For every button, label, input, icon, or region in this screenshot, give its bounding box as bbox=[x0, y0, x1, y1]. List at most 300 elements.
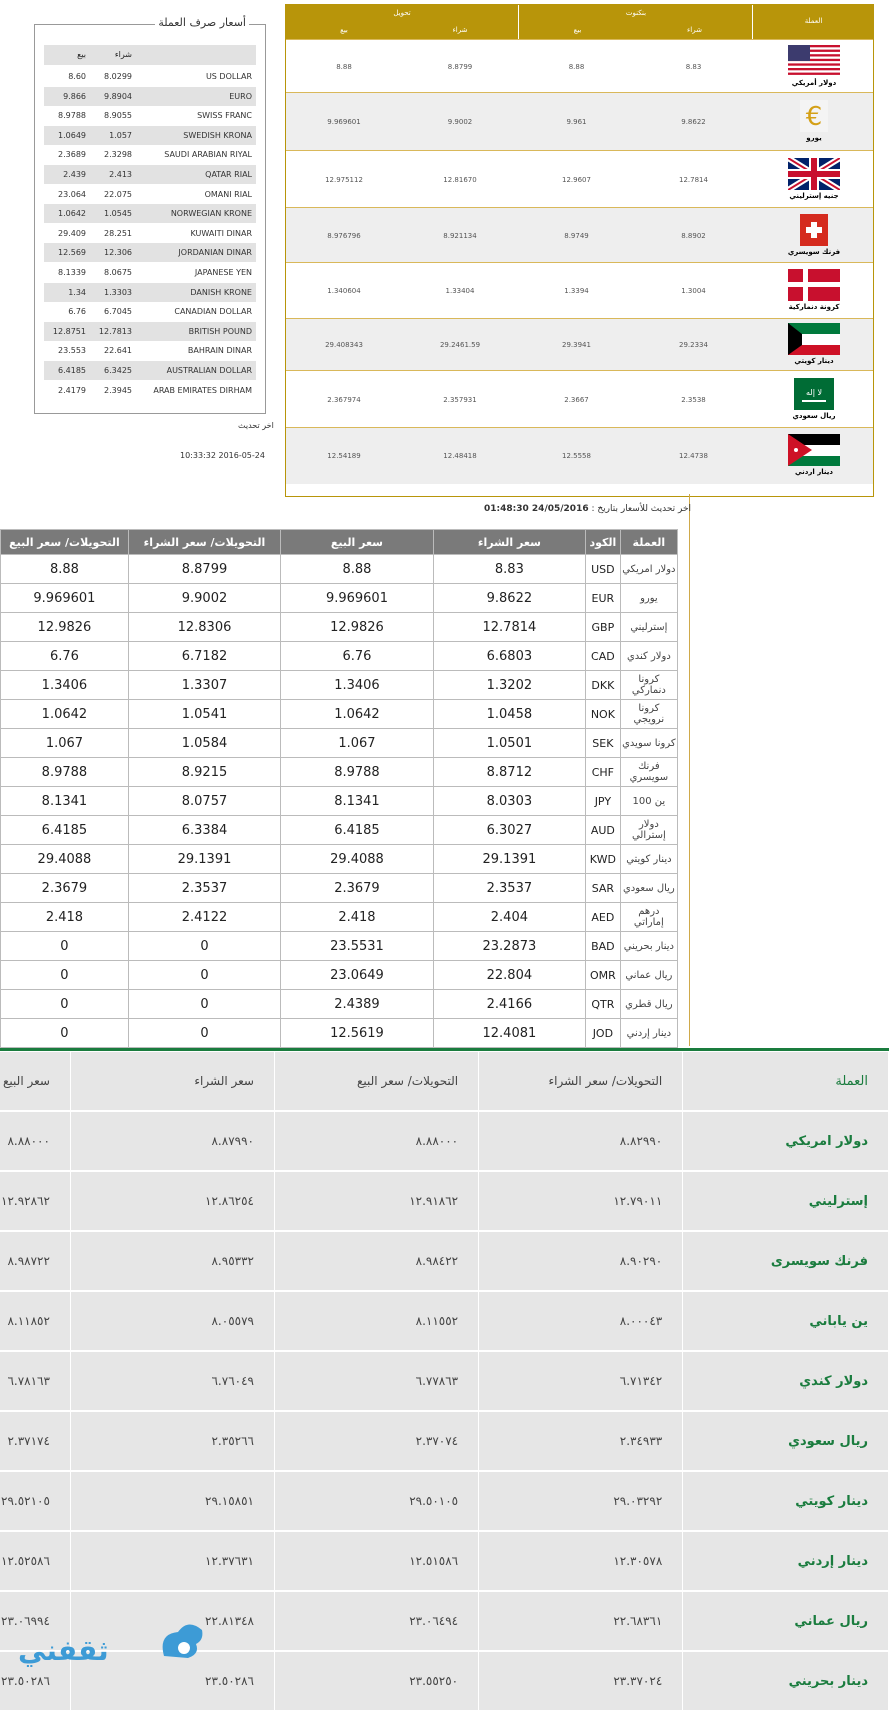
currency-code: GBP bbox=[586, 613, 621, 642]
exchange-row bbox=[44, 204, 256, 223]
bank-sell: ٦.٧٨١٦٣ bbox=[0, 1351, 70, 1411]
exchange-row bbox=[44, 106, 256, 125]
col-sell: سعر البيع bbox=[281, 530, 434, 555]
bank-currency-name: دولار امريكي bbox=[683, 1111, 889, 1171]
exchange-row bbox=[44, 263, 256, 282]
row-currency: EURO bbox=[229, 91, 252, 101]
currency-code: DKK bbox=[586, 671, 621, 700]
bank-transfer-buy: ٢٢.٦٨٣٦١ bbox=[479, 1591, 683, 1651]
buy-price: 22.804 bbox=[433, 961, 585, 990]
logo-text: ثقفني bbox=[18, 1634, 109, 1667]
row-currency: SAUDI ARABIAN RIYAL bbox=[164, 150, 252, 160]
rates-row bbox=[1, 845, 678, 874]
bank-col-transfer-buy: التحويلات/ سعر الشراء bbox=[479, 1052, 683, 1111]
bank-transfer-buy: ٢٩.٠٣٢٩٢ bbox=[479, 1471, 683, 1531]
transfer-sell: 9.969601 bbox=[327, 118, 361, 126]
rates-row bbox=[1, 874, 678, 903]
transfer-buy: 1.0584 bbox=[128, 729, 280, 758]
row-sell: 2.439 bbox=[63, 170, 86, 179]
transfer-sell: 9.969601 bbox=[1, 584, 129, 613]
buy-price: 6.6803 bbox=[433, 642, 585, 671]
bank-transfer-sell: ٢٣.٠٦٤٩٤ bbox=[274, 1591, 478, 1651]
bank-transfer-sell: ١٢.٥١٥٨٦ bbox=[274, 1531, 478, 1591]
bank-currency-name: دينار كويتي bbox=[683, 1471, 889, 1531]
bank-transfer-sell: ٨.٨٨٠٠٠ bbox=[274, 1111, 478, 1171]
gold-row-currency: ريال سعودي bbox=[792, 412, 836, 420]
last-update-value: 10:33:32 2016-05-24 bbox=[180, 451, 265, 460]
gold-table-header bbox=[286, 5, 873, 39]
bank-sell: ٨.٨٨٠٠٠ bbox=[0, 1111, 70, 1171]
group-transfers: تحويل بيع شراء bbox=[340, 9, 468, 34]
bank-currency-name: ريال عماني bbox=[683, 1591, 889, 1651]
bank-row bbox=[0, 1291, 889, 1351]
exchange-row bbox=[44, 302, 256, 321]
row-sell: 8.60 bbox=[68, 72, 86, 81]
transfer-buy: 6.3384 bbox=[128, 816, 280, 845]
rates-row bbox=[1, 758, 678, 787]
transfer-buy: 1.0541 bbox=[128, 700, 280, 729]
row-currency: AUSTRALIAN DOLLAR bbox=[166, 366, 252, 375]
transfer-sell: 8.9788 bbox=[1, 758, 129, 787]
rates-row bbox=[1, 816, 678, 845]
us-flag bbox=[788, 45, 840, 77]
currency-name: ريال سعودي bbox=[620, 874, 677, 903]
bank-transfer-buy: ١٢.٣٠٥٧٨ bbox=[479, 1531, 683, 1591]
bank-transfer-sell: ٢٩.٥٠١٠٥ bbox=[274, 1471, 478, 1531]
bank-row bbox=[0, 1531, 889, 1591]
buy-price: 29.1391 bbox=[433, 845, 585, 874]
sell-price: 1.067 bbox=[281, 729, 434, 758]
transfer-buy: 9.9002 bbox=[447, 118, 473, 126]
bank-buy: ٨.٩٥٣٣٢ bbox=[70, 1231, 274, 1291]
buy-price: 1.0501 bbox=[433, 729, 585, 758]
bank-currency-name: دينار إردني bbox=[683, 1531, 889, 1591]
bank-row bbox=[0, 1411, 889, 1471]
gold-row bbox=[286, 150, 873, 208]
row-currency: SWEDISH KRONA bbox=[183, 130, 252, 140]
currency-name: ين 100 bbox=[620, 787, 677, 816]
row-buy: 2.413 bbox=[109, 170, 132, 179]
bank-buy: ٢٣.٥٠٢٨٦ bbox=[70, 1651, 274, 1711]
row-sell: 9.866 bbox=[63, 91, 86, 101]
bank-col-buy: سعر الشراء bbox=[70, 1052, 274, 1111]
rates-row bbox=[1, 642, 678, 671]
gold-row bbox=[286, 262, 873, 319]
currency-code: AUD bbox=[586, 816, 621, 845]
exchange-row bbox=[44, 145, 256, 164]
currency-code: EUR bbox=[586, 584, 621, 613]
row-currency: US DOLLAR bbox=[205, 72, 252, 81]
bank-transfer-buy: ٢٣.٣٧٠٢٤ bbox=[479, 1651, 683, 1711]
transfer-sell: 0 bbox=[1, 1019, 129, 1048]
gold-row-currency: يورو bbox=[806, 134, 822, 142]
gold-row-currency: جنيه إسترليني bbox=[789, 192, 839, 200]
bank-transfer-sell: ٨.١١٥٥٢ bbox=[274, 1291, 478, 1351]
buy-price: 12.4081 bbox=[433, 1019, 585, 1048]
bank-sell: ٢٣.٥٠٢٨٦ bbox=[0, 1651, 70, 1711]
jordan-flag bbox=[788, 434, 840, 466]
currency-name: كرونا نرويجي bbox=[620, 700, 677, 729]
exchange-row bbox=[44, 126, 256, 145]
transfer-buy: 0 bbox=[128, 990, 280, 1019]
transfer-sell: 1.067 bbox=[1, 729, 129, 758]
exchange-row bbox=[44, 243, 256, 262]
svg-text:لا إله: لا إله bbox=[805, 388, 823, 397]
bank-col-transfer-sell: التحويلات/ سعر البيع bbox=[274, 1052, 478, 1111]
exchange-row bbox=[44, 67, 256, 86]
bank-transfer-sell: ٦.٧٧٨٦٣ bbox=[274, 1351, 478, 1411]
currency-name: دينار كويتي bbox=[620, 845, 677, 874]
cash-buy: 8.8902 bbox=[681, 231, 706, 240]
row-buy: 2.3298 bbox=[104, 150, 132, 160]
gold-row bbox=[286, 207, 873, 263]
currency-code: QTR bbox=[586, 990, 621, 1019]
currency-code: CAD bbox=[586, 642, 621, 671]
exchange-row bbox=[44, 283, 256, 302]
mid-last-update: اخر تحديث للأسعار بتاريخ : 24/05/2016 01:48:30 bbox=[484, 504, 692, 514]
currency-name: ريال عماني bbox=[620, 961, 677, 990]
cash-sell: 12.5558 bbox=[562, 452, 591, 460]
transfer-buy: 29.2461.59 bbox=[439, 341, 481, 349]
currency-code: SAR bbox=[586, 874, 621, 903]
cash-buy: 2.3538 bbox=[681, 395, 706, 404]
row-currency: QATAR RIAL bbox=[205, 170, 252, 179]
sell-price: 6.4185 bbox=[281, 816, 434, 845]
transfer-sell: 0 bbox=[1, 961, 129, 990]
rates-row bbox=[1, 671, 678, 700]
header-buy: شراء bbox=[114, 50, 132, 59]
exchange-row bbox=[44, 341, 256, 360]
bank-transfer-sell: ٢٣.٥٥٢٥٠ bbox=[274, 1651, 478, 1711]
row-sell: 23.553 bbox=[58, 346, 86, 356]
sell-price: 12.9826 bbox=[281, 613, 434, 642]
divider-line bbox=[689, 494, 690, 1046]
sell-price: 2.418 bbox=[281, 903, 434, 932]
rates-row bbox=[1, 961, 678, 990]
transfer-sell: 8.1341 bbox=[1, 787, 129, 816]
row-sell: 23.064 bbox=[58, 189, 86, 199]
cash-buy: 29.2334 bbox=[679, 341, 708, 349]
gold-row bbox=[286, 92, 873, 151]
transfer-buy: 12.81670 bbox=[443, 175, 477, 184]
row-currency: NORWEGIAN KRONE bbox=[170, 209, 252, 219]
row-sell: 1.0642 bbox=[58, 209, 86, 219]
buy-price: 2.3537 bbox=[433, 874, 585, 903]
bank-col-currency: العملة bbox=[683, 1052, 889, 1111]
currency-name: دينار بحريني bbox=[620, 932, 677, 961]
bank-buy: ٨.٠٥٥٧٩ bbox=[70, 1291, 274, 1351]
denmark-flag bbox=[788, 269, 840, 301]
transfer-buy: 8.9215 bbox=[128, 758, 280, 787]
rates-row bbox=[1, 787, 678, 816]
row-buy: 9.8904 bbox=[104, 91, 132, 101]
row-buy: 12.7813 bbox=[98, 326, 132, 336]
transfer-buy: 12.48418 bbox=[443, 452, 477, 460]
sell-price: 1.3406 bbox=[281, 671, 434, 700]
buy-price: 9.8622 bbox=[433, 584, 585, 613]
buy-price: 8.0303 bbox=[433, 787, 585, 816]
transfer-sell: 0 bbox=[1, 990, 129, 1019]
sell-price: 8.9788 bbox=[281, 758, 434, 787]
bank-row bbox=[0, 1231, 889, 1291]
row-buy: 8.9055 bbox=[104, 111, 132, 121]
rates-row bbox=[1, 555, 678, 584]
currency-code: JOD bbox=[586, 1019, 621, 1048]
row-sell: 1.34 bbox=[68, 287, 86, 297]
bank-row bbox=[0, 1171, 889, 1231]
gold-row bbox=[286, 318, 873, 371]
cash-buy: 1.3004 bbox=[681, 287, 706, 295]
currency-name: كرونا سويدي bbox=[620, 729, 677, 758]
transfer-sell: 8.88 bbox=[336, 62, 352, 71]
row-currency: BAHRAIN DINAR bbox=[187, 346, 252, 356]
section-divider bbox=[0, 1048, 889, 1051]
bank-sell: ٨.١١٨٥٢ bbox=[0, 1291, 70, 1351]
buy-price: 8.8712 bbox=[433, 758, 585, 787]
transfer-sell: 2.418 bbox=[1, 903, 129, 932]
transfer-sell: 2.367974 bbox=[327, 395, 361, 404]
header-sell: بيع bbox=[77, 50, 86, 59]
row-sell: 29.409 bbox=[58, 228, 86, 238]
sell-price: 1.0642 bbox=[281, 700, 434, 729]
bank-sell: ٢.٣٧١٧٤ bbox=[0, 1411, 70, 1471]
bank-row bbox=[0, 1351, 889, 1411]
bank-row bbox=[0, 1111, 889, 1171]
col-transfer-sell: التحويلات/ سعر البيع bbox=[1, 530, 129, 555]
bank-currency-name: إسترليني bbox=[683, 1171, 889, 1231]
bank-rates-table bbox=[0, 1052, 889, 1712]
buy-price: 2.4166 bbox=[433, 990, 585, 1019]
col-transfer-buy: التحويلات/ سعر الشراء bbox=[128, 530, 280, 555]
transfer-sell: 12.975112 bbox=[325, 175, 363, 184]
row-buy: 1.3303 bbox=[104, 287, 132, 297]
uk-flag bbox=[788, 158, 840, 190]
sell-price: 9.969601 bbox=[281, 584, 434, 613]
bank-buy: ٢٩.١٥٨٥١ bbox=[70, 1471, 274, 1531]
rates-table bbox=[0, 529, 678, 1048]
rates-table-header bbox=[1, 530, 678, 555]
currency-name: دولار إسترالي bbox=[620, 816, 677, 845]
transfer-buy: 1.3307 bbox=[128, 671, 280, 700]
exchange-row bbox=[44, 381, 256, 400]
bank-sell: ١٢.٥٢٥٨٦ bbox=[0, 1531, 70, 1591]
bank-sell: ٨.٩٨٧٢٢ bbox=[0, 1231, 70, 1291]
transfer-buy: 0 bbox=[128, 961, 280, 990]
row-buy: 8.0299 bbox=[104, 72, 132, 81]
currency-name: دولار كندي bbox=[620, 642, 677, 671]
bank-transfer-sell: ٨.٩٨٤٢٢ bbox=[274, 1231, 478, 1291]
row-buy: 8.0675 bbox=[104, 268, 132, 277]
currency-name: دولار امريكي bbox=[620, 555, 677, 584]
row-currency: BRITISH POUND bbox=[188, 326, 252, 336]
gold-row-currency: دينار كويتي bbox=[794, 357, 834, 365]
cash-buy: 9.8622 bbox=[681, 118, 706, 126]
cash-buy: 12.4738 bbox=[679, 452, 708, 460]
currency-name: دينار إردني bbox=[620, 1019, 677, 1048]
currency-name: إسترليني bbox=[620, 613, 677, 642]
bank-buy: ١٢.٣٧٦٣١ bbox=[70, 1531, 274, 1591]
transfer-sell: 29.408343 bbox=[325, 341, 363, 349]
buy-price: 6.3027 bbox=[433, 816, 585, 845]
cash-buy: 8.83 bbox=[685, 62, 702, 71]
bank-currency-name: دينار بحريني bbox=[683, 1651, 889, 1711]
gold-row bbox=[286, 427, 873, 484]
row-buy: 6.3425 bbox=[104, 366, 132, 375]
currency-code: USD bbox=[586, 555, 621, 584]
bank-transfer-buy: ١٢.٧٩٠١١ bbox=[479, 1171, 683, 1231]
col-code: الكود bbox=[586, 530, 621, 555]
sell-price: 23.5531 bbox=[281, 932, 434, 961]
bank-currency-name: ين ياباني bbox=[683, 1291, 889, 1351]
buy-price: 23.2873 bbox=[433, 932, 585, 961]
transfer-buy: 2.4122 bbox=[128, 903, 280, 932]
transfer-buy: 29.1391 bbox=[128, 845, 280, 874]
cash-sell: 8.88 bbox=[568, 62, 585, 71]
gold-row-currency: دولار أمريكي bbox=[791, 79, 837, 87]
sell-price: 2.3679 bbox=[281, 874, 434, 903]
row-currency: OMANI RIAL bbox=[204, 189, 252, 199]
transfer-buy: 8.8799 bbox=[447, 62, 473, 71]
rates-row bbox=[1, 932, 678, 961]
exchange-row bbox=[44, 361, 256, 380]
rates-row bbox=[1, 903, 678, 932]
row-buy: 1.057 bbox=[109, 130, 132, 140]
currency-code: JPY bbox=[586, 787, 621, 816]
gold-currency-header: العملة bbox=[752, 5, 874, 39]
transfer-sell: 6.4185 bbox=[1, 816, 129, 845]
saudi-flag bbox=[788, 378, 840, 410]
row-buy: 28.251 bbox=[104, 228, 132, 238]
cash-buy: 12.7814 bbox=[679, 175, 708, 184]
currency-name: درهم إماراتي bbox=[620, 903, 677, 932]
transfer-buy: 8.8799 bbox=[128, 555, 280, 584]
bank-transfer-buy: ٨.٨٢٩٩٠ bbox=[479, 1111, 683, 1171]
row-sell: 1.0649 bbox=[58, 130, 86, 140]
transfer-buy: 8.0757 bbox=[128, 787, 280, 816]
row-sell: 8.9788 bbox=[58, 111, 86, 121]
transfer-sell: 0 bbox=[1, 932, 129, 961]
row-buy: 2.3945 bbox=[104, 385, 132, 395]
bank-buy: ٨.٨٧٩٩٠ bbox=[70, 1111, 274, 1171]
transfer-buy: 8.921134 bbox=[443, 231, 477, 240]
row-buy: 12.306 bbox=[104, 248, 132, 258]
cash-sell: 12.9607 bbox=[562, 175, 591, 184]
currency-code: BAD bbox=[586, 932, 621, 961]
bank-row bbox=[0, 1471, 889, 1531]
bank-currency-name: فرنك سويسرى bbox=[683, 1231, 889, 1291]
col-buy: سعر الشراء bbox=[433, 530, 585, 555]
currency-code: CHF bbox=[586, 758, 621, 787]
transfer-buy: 2.357931 bbox=[443, 395, 477, 404]
kuwait-flag bbox=[788, 323, 840, 355]
transfer-sell: 1.340604 bbox=[327, 287, 361, 295]
bank-table-header bbox=[0, 1052, 889, 1111]
rates-row bbox=[1, 1019, 678, 1048]
bank-buy: ٢.٣٥٢٦٦ bbox=[70, 1411, 274, 1471]
gold-row bbox=[286, 370, 873, 428]
cash-sell: 8.9749 bbox=[564, 231, 589, 240]
row-buy: 1.0545 bbox=[104, 209, 132, 219]
currency-code: AED bbox=[586, 903, 621, 932]
buy-price: 2.404 bbox=[433, 903, 585, 932]
transfer-sell: 1.0642 bbox=[1, 700, 129, 729]
currency-code: SEK bbox=[586, 729, 621, 758]
bank-transfer-sell: ١٢.٩١٨٦٢ bbox=[274, 1171, 478, 1231]
gold-row bbox=[286, 39, 873, 93]
row-currency: CANADIAN DOLLAR bbox=[174, 307, 252, 317]
group-cash: بنكنوت بيع شراء bbox=[518, 5, 753, 39]
svg-text:€: € bbox=[805, 102, 823, 132]
sell-price: 8.88 bbox=[281, 555, 434, 584]
bank-sell: ١٢.٩٢٨٦٢ bbox=[0, 1171, 70, 1231]
col-currency: العملة bbox=[620, 530, 677, 555]
currency-name: ريال قطري bbox=[620, 990, 677, 1019]
sell-price: 29.4088 bbox=[281, 845, 434, 874]
transfer-buy: 0 bbox=[128, 1019, 280, 1048]
exchange-rates-title: أسعار صرف العملة bbox=[155, 16, 249, 29]
bank-buy: ١٢.٨٦٢٥٤ bbox=[70, 1171, 274, 1231]
currency-code: KWD bbox=[586, 845, 621, 874]
bank-transfer-buy: ٨.٩٠٢٩٠ bbox=[479, 1231, 683, 1291]
transfer-buy: 6.7182 bbox=[128, 642, 280, 671]
bank-buy: ٢٢.٨١٣٤٨ bbox=[70, 1591, 274, 1651]
row-sell: 6.76 bbox=[68, 307, 86, 317]
rates-row bbox=[1, 990, 678, 1019]
buy-price: 1.0458 bbox=[433, 700, 585, 729]
transfer-sell: 12.54189 bbox=[327, 452, 361, 460]
currency-name: يورو bbox=[620, 584, 677, 613]
bank-transfer-buy: ٨.٠٠٠٤٣ bbox=[479, 1291, 683, 1351]
row-sell: 6.4185 bbox=[58, 366, 86, 375]
sell-price: 2.4389 bbox=[281, 990, 434, 1019]
row-sell: 8.1339 bbox=[58, 268, 86, 277]
currency-code: OMR bbox=[586, 961, 621, 990]
bank-transfer-buy: ٢.٣٤٩٣٣ bbox=[479, 1411, 683, 1471]
transfer-sell: 12.9826 bbox=[1, 613, 129, 642]
row-currency: SWISS FRANC bbox=[197, 111, 252, 121]
buy-price: 8.83 bbox=[433, 555, 585, 584]
rates-row bbox=[1, 584, 678, 613]
currency-name: كرونا دنماركي bbox=[620, 671, 677, 700]
buy-price: 12.7814 bbox=[433, 613, 585, 642]
bank-currency-name: دولار كندي bbox=[683, 1351, 889, 1411]
lightbulb-icon bbox=[178, 1642, 190, 1654]
transfer-sell: 29.4088 bbox=[1, 845, 129, 874]
exchange-rates-box bbox=[34, 16, 266, 414]
gold-row-currency: كرونة دنماركية bbox=[788, 303, 840, 311]
row-currency: JAPANESE YEN bbox=[194, 268, 252, 277]
currency-name: فرنك سويسري bbox=[620, 758, 677, 787]
gold-row-currency: دينار اردني bbox=[795, 468, 833, 476]
sell-price: 8.1341 bbox=[281, 787, 434, 816]
exchange-row bbox=[44, 322, 256, 341]
bank-transfer-sell: ٢.٣٧٠٧٤ bbox=[274, 1411, 478, 1471]
exchange-row bbox=[44, 185, 256, 204]
transfer-buy: 0 bbox=[128, 932, 280, 961]
swiss-flag bbox=[788, 214, 840, 246]
gold-rates-table bbox=[285, 4, 874, 497]
exchange-rates-header bbox=[44, 45, 256, 65]
row-sell: 2.3689 bbox=[58, 150, 86, 160]
exchange-row bbox=[44, 224, 256, 243]
row-currency: KUWAITI DINAR bbox=[190, 228, 252, 238]
cash-sell: 1.3394 bbox=[564, 287, 589, 295]
transfer-sell: 1.3406 bbox=[1, 671, 129, 700]
sell-price: 6.76 bbox=[281, 642, 434, 671]
row-sell: 12.8751 bbox=[52, 326, 86, 336]
sell-price: 12.5619 bbox=[281, 1019, 434, 1048]
row-currency: JORDANIAN DINAR bbox=[178, 248, 252, 258]
